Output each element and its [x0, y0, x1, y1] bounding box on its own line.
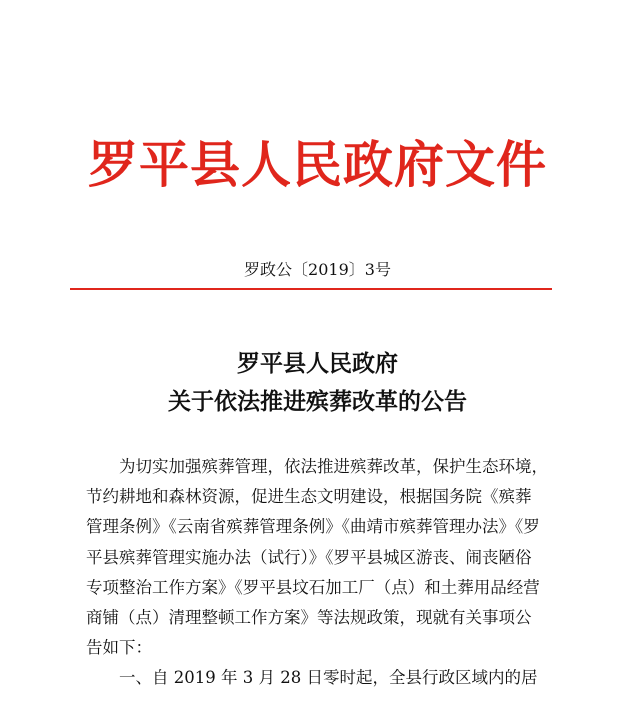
- body-line: 为切实加强殡葬管理，依法推进殡葬改革，保护生态环境，: [119, 457, 548, 476]
- body-line: 专项整治工作方案》《罗平县坟石加工厂（点）和土葬用品经营: [86, 577, 540, 597]
- document-header-title: 罗平县人民政府文件: [88, 135, 547, 194]
- announcement-title-subject: 关于依法推进殡葬改革的公告: [168, 388, 467, 415]
- body-line: 告如下：: [86, 638, 152, 658]
- body-line: 一、自 2019 年 3 月 28 日零时起，全县行政区域内的居: [119, 668, 538, 688]
- announcement-title: [0, 345, 635, 421]
- document-number: 罗政公〔2019〕3号: [244, 260, 391, 279]
- announcement-body: [86, 452, 558, 694]
- body-line: 平县殡葬管理实施办法（试行）》《罗平县城区游丧、闹丧陋俗: [86, 547, 532, 567]
- body-line: 管理条例》《云南省殡葬管理条例》《曲靖市殡葬管理办法》《罗: [86, 517, 540, 537]
- red-divider-line: [70, 288, 552, 290]
- body-line: 商铺（点）清理整顿工作方案》等法规政策，现就有关事项公: [86, 608, 532, 628]
- announcement-title-issuer: 罗平县人民政府: [237, 350, 398, 377]
- body-line: 节约耕地和森林资源，促进生态文明建设，根据国务院《殡葬: [86, 487, 532, 507]
